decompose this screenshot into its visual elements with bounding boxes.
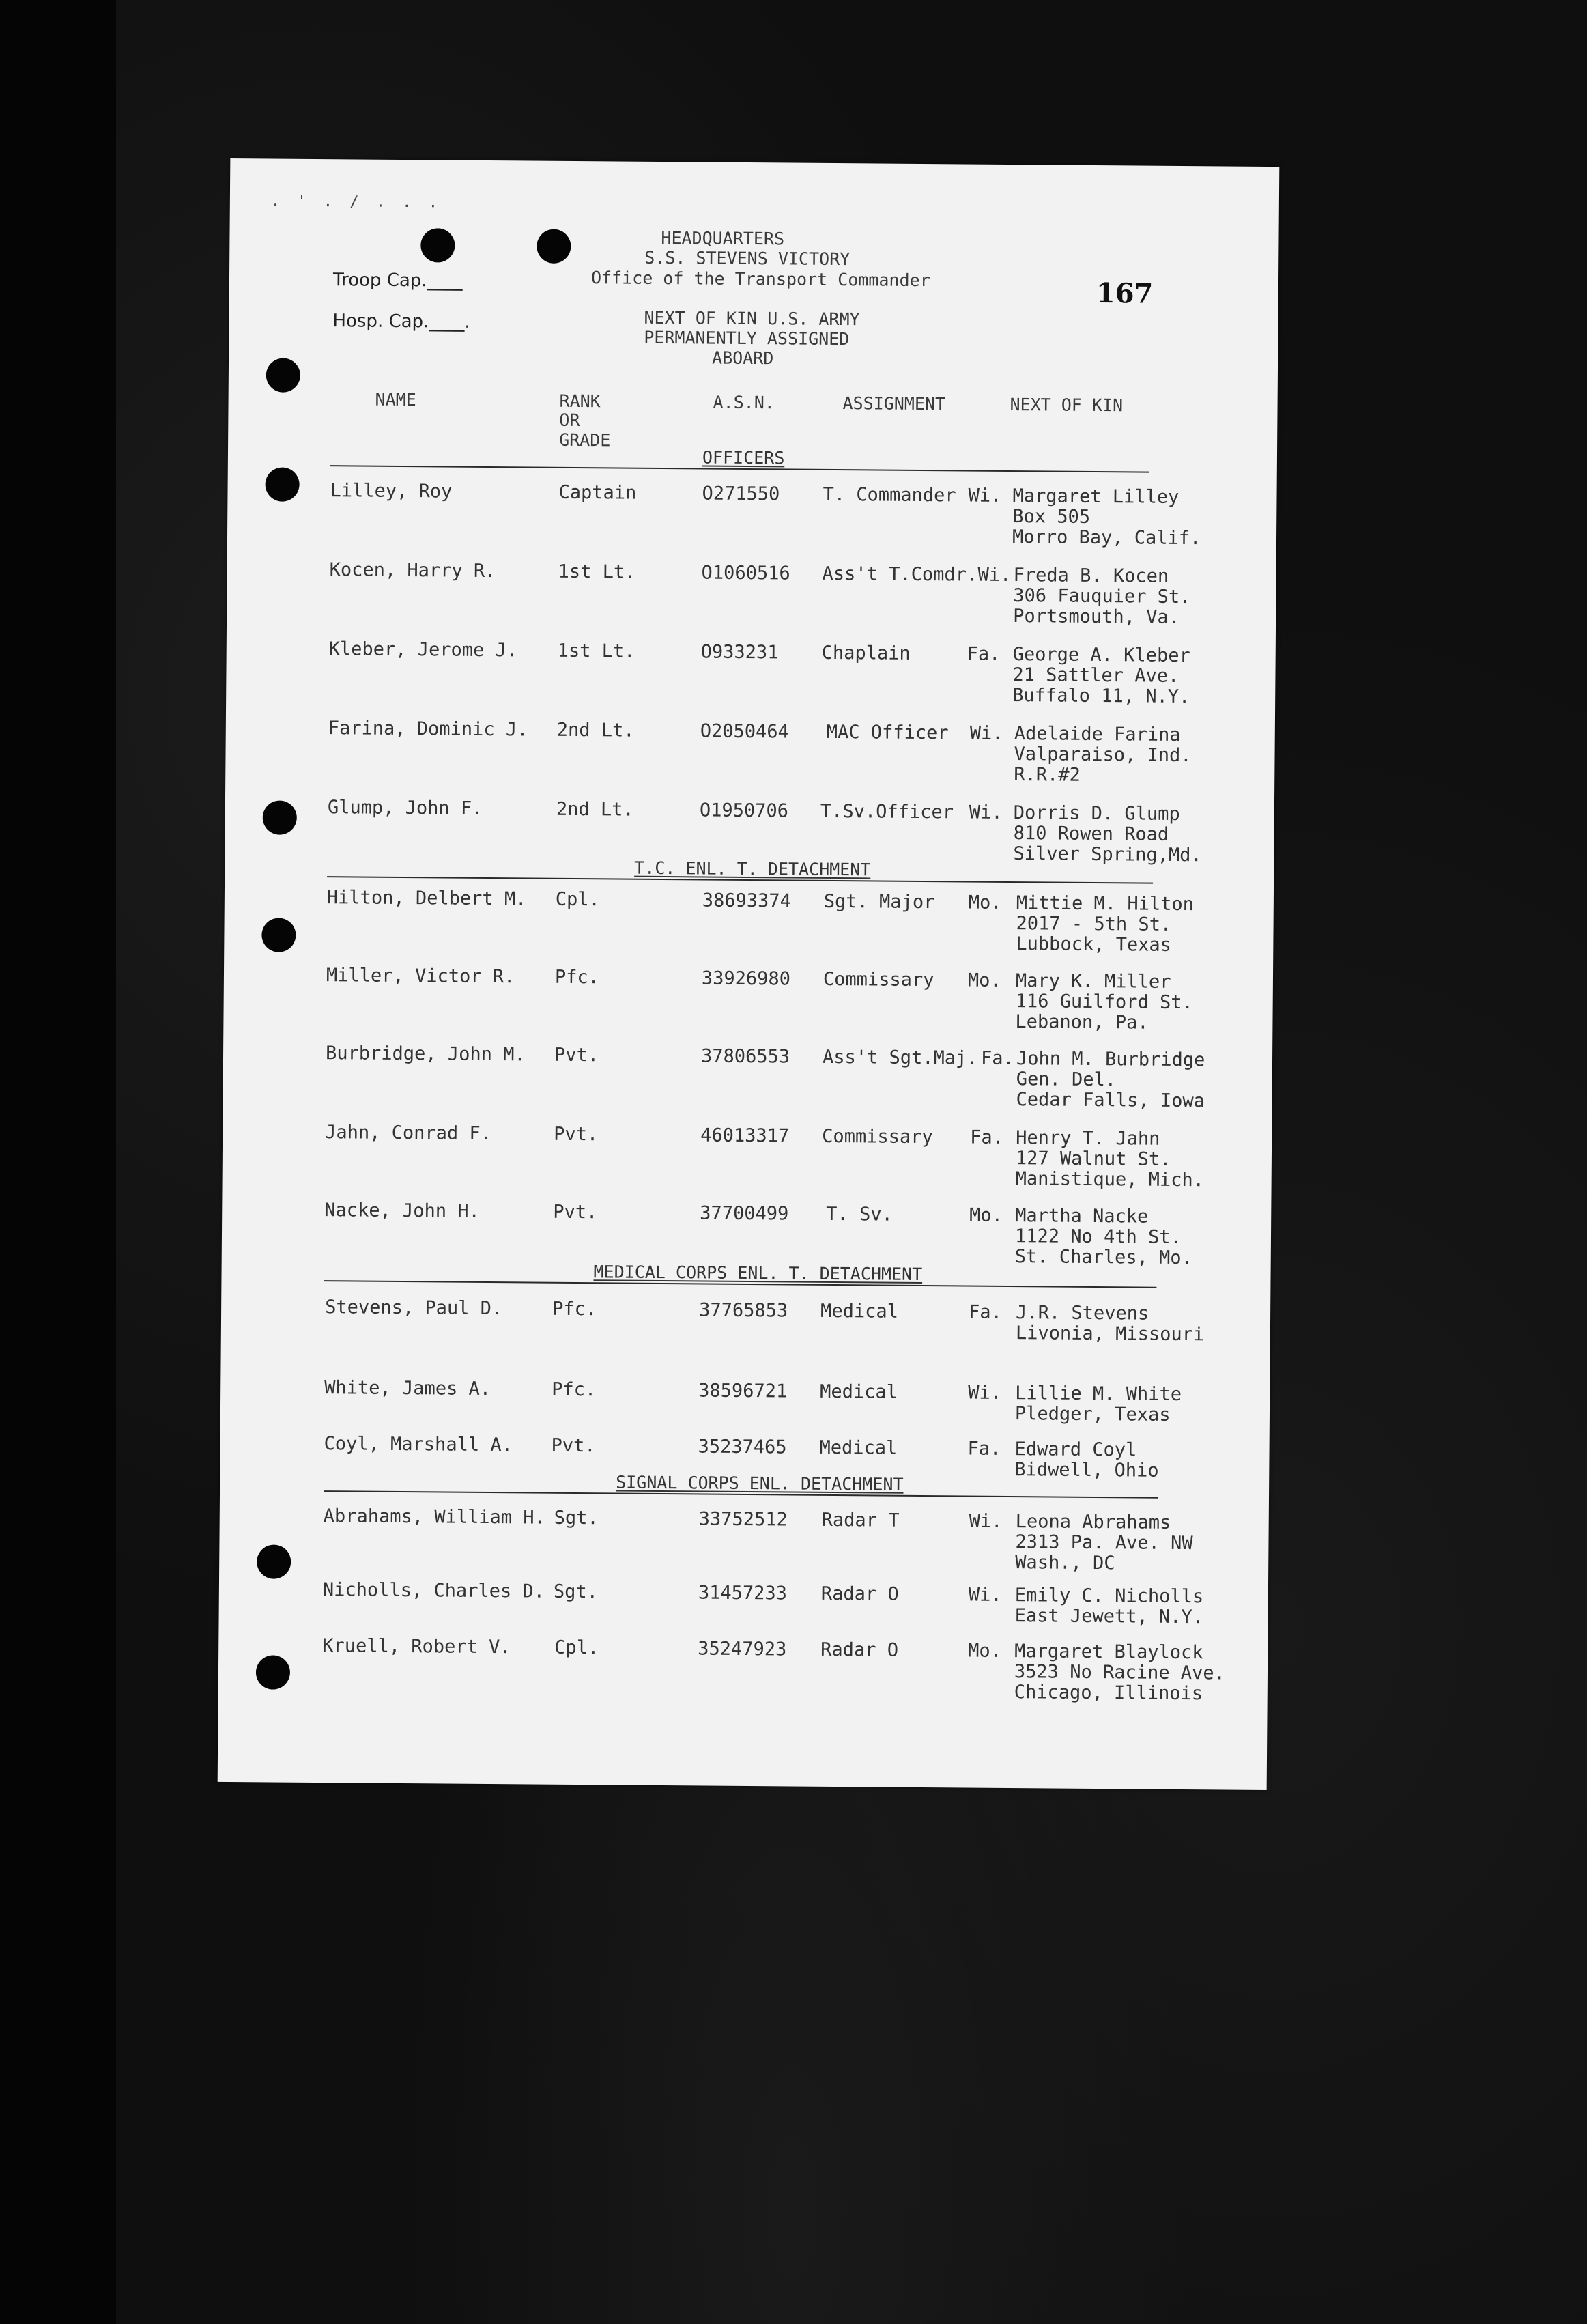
binder-hole <box>261 918 296 952</box>
row-relation: Fa. <box>970 1126 1004 1148</box>
row-asn: 37700499 <box>700 1202 789 1225</box>
column-header-assignment: ASSIGNMENT <box>842 393 946 414</box>
row-asn: 46013317 <box>700 1124 790 1147</box>
row-kin-line: Wash., DC <box>1015 1552 1115 1574</box>
row-assignment: Medical <box>820 1380 898 1403</box>
row-kin-line: Margaret Blaylock <box>1014 1641 1203 1664</box>
row-kin-line: Morro Bay, Calif. <box>1012 526 1201 550</box>
row-assignment: Chaplain <box>821 642 911 664</box>
row-relation: Fa. <box>969 1301 1003 1323</box>
header-line-1: HEADQUARTERS <box>661 227 785 249</box>
row-asn: 37765853 <box>699 1299 788 1322</box>
section-title-tc-detachment: T.C. ENL. T. DETACHMENT <box>634 858 871 880</box>
row-relation: Mo. <box>968 892 1002 913</box>
row-relation: Mo. <box>967 969 1001 991</box>
film-edge <box>0 0 116 2324</box>
row-assignment: Commissary <box>823 968 934 991</box>
header-line-4: NEXT OF KIN U.S. ARMY <box>644 307 860 330</box>
header-line-2: S.S. STEVENS VICTORY <box>644 247 850 270</box>
row-name: Glump, John F. <box>327 797 483 819</box>
row-kin-line: Cedar Falls, Iowa <box>1016 1089 1205 1112</box>
row-asn: 33926980 <box>701 967 791 990</box>
row-rank: Pvt. <box>554 1123 599 1146</box>
row-kin-line: 127 Walnut St. <box>1015 1148 1171 1170</box>
row-name: Kocen, Harry R. <box>329 559 496 582</box>
row-kin-line: John M. Burbridge <box>1016 1048 1205 1071</box>
row-kin-line: Lubbock, Texas <box>1016 933 1172 956</box>
row-kin-line: 810 Rowen Road <box>1013 823 1169 845</box>
row-asn: O2050464 <box>700 720 789 743</box>
row-asn: 35247923 <box>698 1638 787 1660</box>
row-kin-line: Lillie M. White <box>1015 1383 1182 1406</box>
row-rank: Pvt. <box>551 1434 596 1457</box>
page-number: 167 <box>1096 277 1154 310</box>
column-header-rank-or: OR <box>559 410 580 431</box>
row-assignment: Radar O <box>820 1639 899 1661</box>
row-rank: Sgt. <box>553 1581 599 1603</box>
row-rank: 2nd Lt. <box>556 719 635 741</box>
row-relation: Fa. <box>980 1047 1014 1070</box>
row-kin-line: Silver Spring,Md. <box>1013 843 1202 866</box>
row-assignment: Commissary <box>822 1125 933 1148</box>
document-page <box>218 158 1280 1790</box>
row-kin-line: 3523 No Racine Ave. <box>1014 1661 1225 1684</box>
row-kin-line: Pledger, Texas <box>1014 1403 1171 1426</box>
row-rank: 1st Lt. <box>558 561 636 583</box>
row-kin-line: J.R. Stevens <box>1015 1302 1149 1324</box>
row-kin-line: 2313 Pa. Ave. NW <box>1015 1531 1193 1555</box>
row-kin-line: Manistique, Mich. <box>1015 1168 1205 1191</box>
row-asn: 33752512 <box>698 1508 788 1531</box>
row-rank: Pfc. <box>552 1378 597 1401</box>
binder-hole <box>263 800 297 834</box>
row-kin-line: Freda B. Kocen <box>1013 565 1169 587</box>
row-assignment: Radar T <box>821 1509 900 1531</box>
row-assignment: Medical <box>820 1300 899 1322</box>
row-rank: 2nd Lt. <box>556 798 634 821</box>
row-relation: Wi. <box>968 1382 1002 1404</box>
row-kin-line: 2017 - 5th St. <box>1016 913 1172 935</box>
row-asn: O1060516 <box>701 562 790 584</box>
row-kin-line: Lebanon, Pa. <box>1015 1011 1149 1034</box>
row-kin-line: Portsmouth, Va. <box>1013 606 1180 628</box>
row-rank: 1st Lt. <box>557 640 635 662</box>
section-title-medical: MEDICAL CORPS ENL. T. DETACHMENT <box>593 1262 923 1285</box>
row-rank: Pvt. <box>553 1201 598 1223</box>
row-asn: 38693374 <box>702 890 792 912</box>
row-relation: Wi. <box>968 485 1002 507</box>
row-kin-line: St. Charles, Mo. <box>1014 1246 1192 1269</box>
row-kin-line: East Jewett, N.Y. <box>1014 1605 1204 1628</box>
row-name: Abrahams, William H. <box>323 1505 545 1529</box>
row-kin-line: Livonia, Missouri <box>1015 1322 1205 1346</box>
row-name: Nacke, John H. <box>324 1200 480 1222</box>
row-name: Hilton, Delbert M. <box>326 887 527 910</box>
row-asn: 37806553 <box>700 1045 790 1068</box>
row-rank: Sgt. <box>554 1507 599 1529</box>
row-name: Coyl, Marshall A. <box>324 1433 513 1456</box>
header-line-6: ABOARD <box>711 348 774 369</box>
header-line-3: Office of the Transport Commander <box>590 268 930 291</box>
row-name: Miller, Victor R. <box>326 965 515 988</box>
row-assignment: T. Sv. <box>826 1203 893 1225</box>
row-rank: Cpl. <box>554 1636 599 1659</box>
row-kin-line: 1122 No 4th St. <box>1014 1225 1182 1248</box>
row-relation: Mo. <box>968 1640 1002 1662</box>
row-assignment: Medical <box>819 1436 898 1459</box>
row-name: Burbridge, John M. <box>325 1043 526 1066</box>
binder-hole <box>420 228 455 262</box>
section-title-officers: OFFICERS <box>702 447 785 468</box>
row-name: Lilley, Roy <box>330 480 453 502</box>
row-relation: Mo. <box>969 1204 1003 1226</box>
row-kin-line: 116 Guilford St. <box>1015 991 1193 1014</box>
column-header-asn: A.S.N. <box>713 392 775 413</box>
row-kin-line: Bidwell, Ohio <box>1014 1459 1159 1482</box>
row-name: Stevens, Paul D. <box>325 1296 503 1320</box>
row-kin-line: George A. Kleber <box>1012 644 1190 667</box>
hospital-capacity-label: Hosp. Cap.____. <box>332 311 470 332</box>
row-kin-line: Buffalo 11, N.Y. <box>1012 685 1190 708</box>
row-kin-line: Gen. Del. <box>1016 1068 1117 1091</box>
row-kin-line: Adelaide Farina <box>1014 723 1181 746</box>
row-kin-line: Mittie M. Hilton <box>1016 892 1195 916</box>
row-kin-line: Box 505 <box>1012 506 1091 528</box>
row-assignment: T. Commander <box>823 483 956 507</box>
row-name: Nicholls, Charles D. <box>322 1579 545 1602</box>
row-assignment: Ass't T.Comdr. <box>822 563 978 586</box>
row-asn: 31457233 <box>698 1582 788 1604</box>
row-assignment: Sgt. Major <box>823 890 935 913</box>
row-name: Farina, Dominic J. <box>328 718 528 741</box>
row-relation: Wi. <box>969 722 1003 744</box>
binder-hole <box>257 1544 291 1578</box>
row-asn: 38596721 <box>698 1380 788 1402</box>
row-relation: Wi. <box>977 564 1012 586</box>
row-assignment: Radar O <box>820 1583 899 1605</box>
binder-hole <box>266 358 300 392</box>
row-kin-line: Leona Abrahams <box>1015 1511 1171 1533</box>
row-asn: O933231 <box>700 641 779 664</box>
row-kin-line: Chicago, Illinois <box>1014 1682 1203 1705</box>
column-header-rank: RANK <box>559 391 601 412</box>
row-kin-line: Dorris D. Glump <box>1013 802 1180 825</box>
row-asn: O1950706 <box>699 799 789 822</box>
row-relation: Wi. <box>969 802 1003 823</box>
row-rank: Pvt. <box>554 1044 599 1066</box>
row-kin-line: Mary K. Miller <box>1015 970 1171 993</box>
row-kin-line: Martha Nacke <box>1015 1205 1149 1228</box>
row-relation: Fa. <box>967 643 1001 665</box>
row-kin-line: Valparaiso, Ind. <box>1014 743 1192 767</box>
row-name: White, James A. <box>324 1377 491 1400</box>
row-rank: Captain <box>558 481 637 504</box>
row-kin-line: Emily C. Nicholls <box>1014 1585 1204 1608</box>
binder-hole <box>256 1655 290 1689</box>
row-name: Jahn, Conrad F. <box>325 1122 492 1145</box>
column-header-grade: GRADE <box>559 429 611 451</box>
row-relation: Wi. <box>968 1584 1002 1606</box>
row-rank: Cpl. <box>555 888 601 911</box>
row-assignment: MAC Officer <box>826 721 949 744</box>
binder-hole <box>265 467 299 501</box>
row-name: Kruell, Robert V. <box>322 1635 511 1658</box>
stray-marks: . ' . / . . . <box>270 193 442 212</box>
row-asn: 35237465 <box>698 1436 787 1458</box>
troop-capacity-label: Troop Cap.____ <box>332 270 463 292</box>
column-header-next-of-kin: NEXT OF KIN <box>1010 394 1124 416</box>
header-line-5: PERMANENTLY ASSIGNED <box>644 327 850 350</box>
section-title-signal: SIGNAL CORPS ENL. DETACHMENT <box>616 1472 904 1494</box>
row-kin-line: Henry T. Jahn <box>1016 1127 1160 1150</box>
row-kin-line: Margaret Lilley <box>1012 485 1179 508</box>
row-assignment: Ass't Sgt.Maj. <box>822 1046 978 1069</box>
row-asn: O271550 <box>702 483 780 505</box>
row-kin-line: 21 Sattler Ave. <box>1012 664 1179 687</box>
row-rank: Pfc. <box>554 966 600 989</box>
row-kin-line: 306 Fauquier St. <box>1013 585 1191 608</box>
row-assignment: T.Sv.Officer <box>820 800 954 823</box>
column-header-name: NAME <box>375 389 416 410</box>
row-name: Kleber, Jerome J. <box>328 638 518 662</box>
binder-hole <box>537 229 571 264</box>
row-kin-line: Edward Coyl <box>1014 1439 1137 1461</box>
row-relation: Wi. <box>969 1510 1003 1532</box>
row-rank: Pfc. <box>552 1298 597 1320</box>
row-kin-line: R.R.#2 <box>1014 764 1081 786</box>
row-relation: Fa. <box>967 1438 1001 1460</box>
